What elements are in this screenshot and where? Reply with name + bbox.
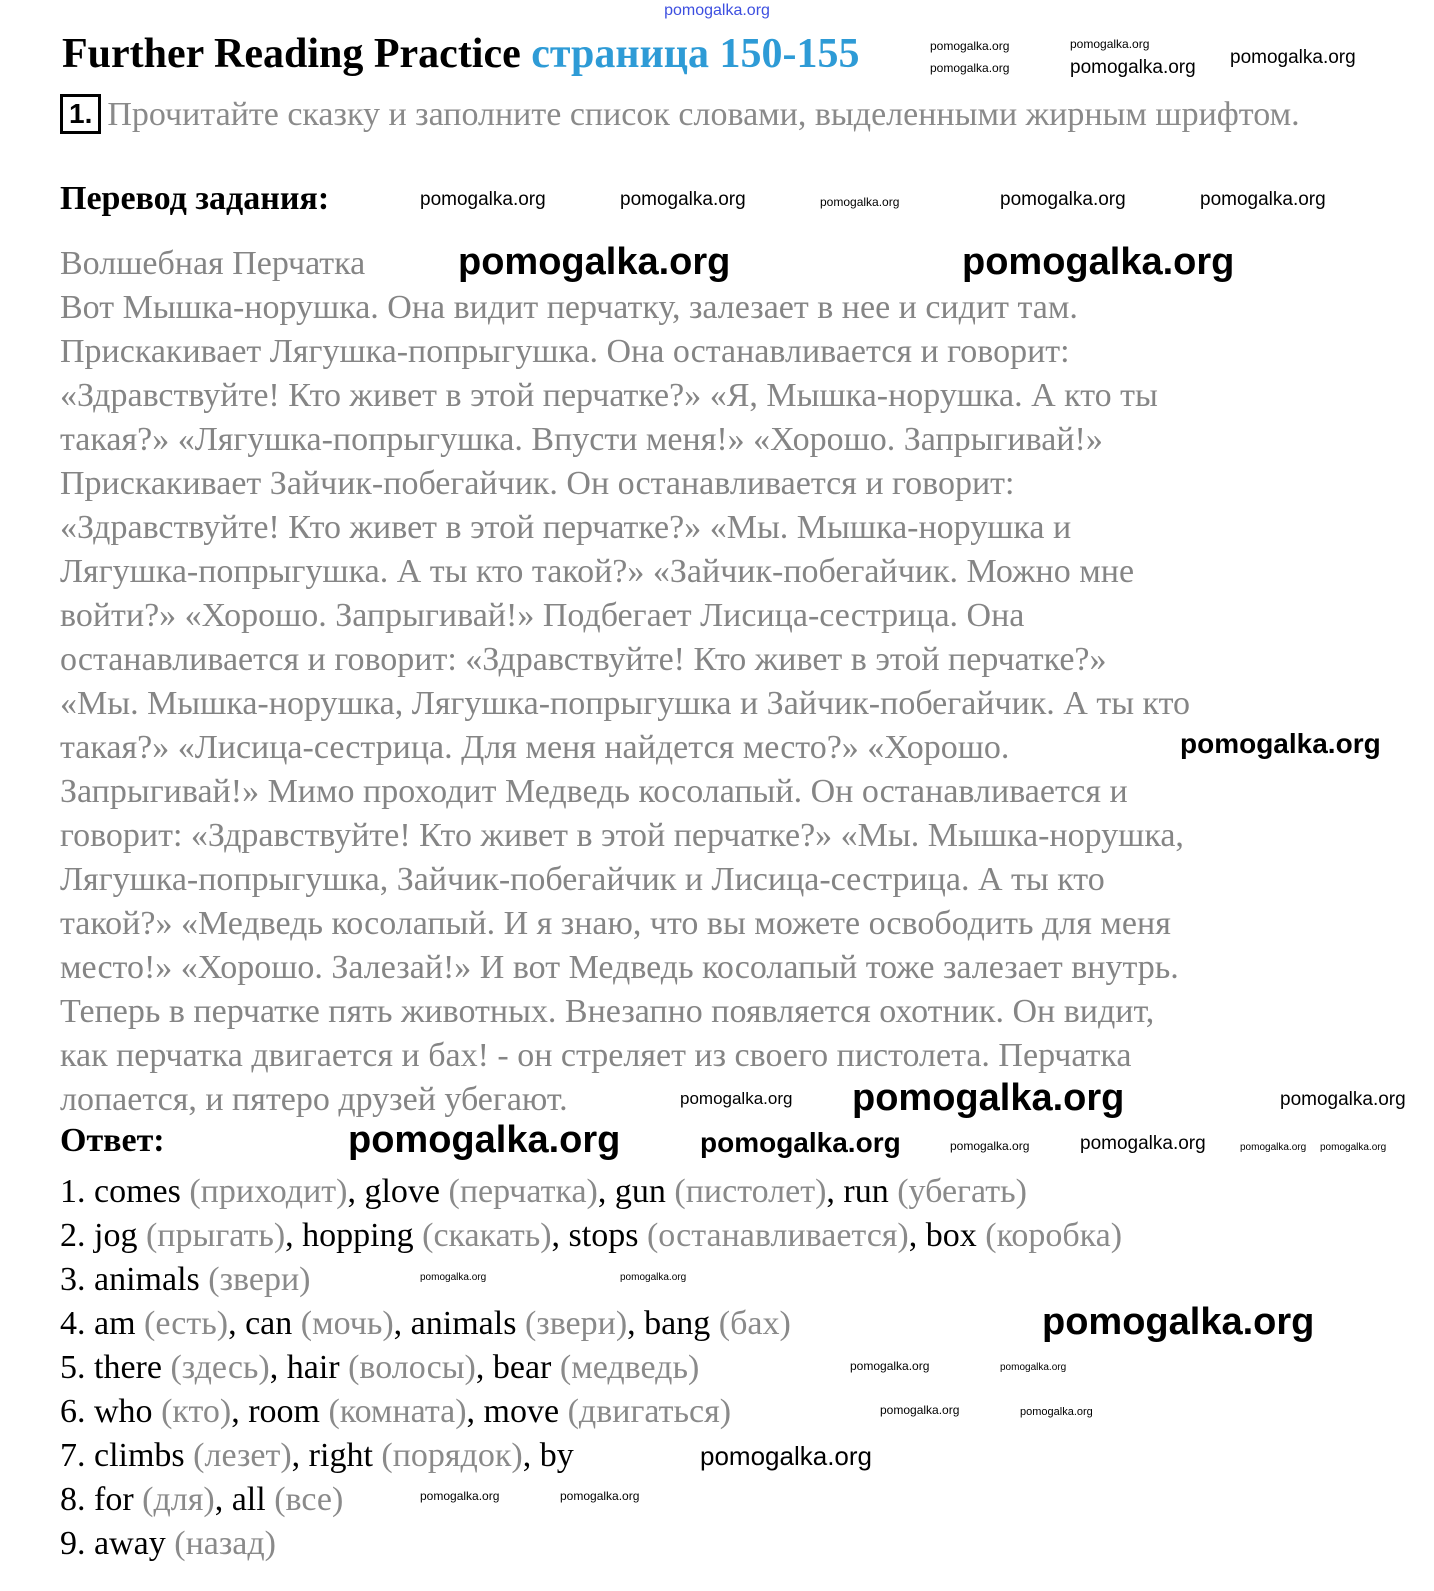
answer-translation: (звери) xyxy=(516,1305,628,1342)
answer-word: 5. there xyxy=(60,1349,162,1386)
answer-word: , can xyxy=(228,1305,293,1342)
watermark: pomogalka.org xyxy=(620,1272,687,1283)
watermark: pomogalka.org xyxy=(962,241,1235,283)
watermark: pomogalka.org xyxy=(1070,37,1150,51)
watermark: pomogalka.org xyxy=(1180,728,1381,759)
story-line: такая?» «Лисица-сестрица. Для меня найдется место?» «Хорошо. xyxy=(60,729,1010,766)
story-line: говорит: «Здравствуйте! Кто живет в этой перчатке?» «Мы. Мышка-норушка, xyxy=(60,817,1184,854)
story-line: Волшебная Перчатка xyxy=(60,245,366,282)
answer-translation: (приходит) xyxy=(180,1173,348,1210)
answer-list xyxy=(60,1170,1122,1566)
watermark: pomogalka.org xyxy=(664,2,770,19)
story-line: Лягушка-попрыгушка. А ты кто такой?» «Зайчик-побегайчик. Можно мне xyxy=(60,553,1135,590)
watermark: pomogalka.org xyxy=(1080,1133,1206,1154)
story-line: Теперь в перчатке пять животных. Внезапно появляется охотник. Он видит, xyxy=(60,993,1155,1030)
answer-word: , right xyxy=(291,1437,373,1474)
watermark: pomogalka.org xyxy=(700,1127,901,1158)
watermark: pomogalka.org xyxy=(700,1441,872,1471)
answer-translation: (лезет) xyxy=(184,1437,292,1474)
answer-item xyxy=(60,1478,343,1522)
story-line: «Мы. Мышка-норушка, Лягушка-попрыгушка и Зайчик-побегайчик. А ты кто xyxy=(60,685,1191,722)
story-text xyxy=(60,242,1190,1122)
story-line: «Здравствуйте! Кто живет в этой перчатке?» «Мы. Мышка-норушка и xyxy=(60,509,1072,546)
answer-word: , room xyxy=(231,1393,320,1430)
answer-item xyxy=(60,1346,699,1390)
answer-translation: (кто) xyxy=(152,1393,232,1430)
answer-word: , glove xyxy=(347,1173,441,1210)
answer-word: 6. who xyxy=(60,1393,153,1430)
answer-word: , hopping xyxy=(285,1217,414,1254)
watermark: pomogalka.org xyxy=(1230,47,1356,68)
story-line: как перчатка двигается и бах! - он стреляет из своего пистолета. Перчатка xyxy=(60,1037,1132,1074)
task-number: 1. xyxy=(60,94,101,134)
answer-translation: (скакать) xyxy=(413,1217,552,1254)
watermark: pomogalka.org xyxy=(1200,189,1326,210)
answer-translation: (все) xyxy=(265,1481,344,1518)
story-line: Прискакивает Зайчик-побегайчик. Он останавливается и говорит: xyxy=(60,465,1015,502)
answer-word: 3. animals xyxy=(60,1261,200,1298)
story-line: Вот Мышка-норушка. Она видит перчатку, залезает в нее и сидит там. xyxy=(60,289,1078,326)
task-instruction xyxy=(60,92,1360,138)
answer-translation: (бах) xyxy=(710,1305,791,1342)
answer-translation: (перчатка) xyxy=(440,1173,598,1210)
watermark: pomogalka.org xyxy=(420,1272,487,1283)
answer-translation: (прыгать) xyxy=(137,1217,286,1254)
answer-translation: (останавливается) xyxy=(638,1217,909,1254)
watermark: pomogalka.org xyxy=(880,1403,960,1417)
answer-translation: (пистолет) xyxy=(665,1173,827,1210)
answer-word: , gun xyxy=(597,1173,666,1210)
watermark: pomogalka.org xyxy=(1000,189,1126,210)
watermark: pomogalka.org xyxy=(1240,1142,1307,1153)
answer-word: , hair xyxy=(269,1349,340,1386)
task-text: Прочитайте сказку и заполните список словами, выделенными жирным шрифтом. xyxy=(107,96,1300,133)
watermark: pomogalka.org xyxy=(420,1489,500,1503)
answer-word: 9. away xyxy=(60,1525,166,1562)
answer-item xyxy=(60,1434,574,1478)
answer-word: 4. am xyxy=(60,1305,136,1342)
answer-translation: (мочь) xyxy=(292,1305,394,1342)
page-title xyxy=(62,30,860,78)
story-line: такой?» «Медведь косолапый. И я знаю, что вы можете освободить для меня xyxy=(60,905,1171,942)
watermark: pomogalka.org xyxy=(930,39,1010,53)
answer-item xyxy=(60,1258,310,1302)
answer-word: , all xyxy=(214,1481,266,1518)
watermark: pomogalka.org xyxy=(420,189,546,210)
watermark: pomogalka.org xyxy=(560,1489,640,1503)
answer-translation: (здесь) xyxy=(161,1349,270,1386)
translation-heading: Перевод задания: xyxy=(60,180,330,217)
answer-translation: (порядок) xyxy=(372,1437,523,1474)
answer-word: , bang xyxy=(627,1305,711,1342)
watermark: pomogalka.org xyxy=(1070,57,1196,78)
answer-translation: (коробка) xyxy=(976,1217,1123,1254)
watermark: pomogalka.org xyxy=(820,195,900,209)
answer-translation: (комната) xyxy=(319,1393,467,1430)
watermark: pomogalka.org xyxy=(1042,1301,1315,1343)
story-line: останавливается и говорит: «Здравствуйте! Кто живет в этой перчатке?» xyxy=(60,641,1107,678)
watermark: pomogalka.org xyxy=(1320,1142,1387,1153)
story-line: Запрыгивай!» Мимо проходит Медведь косолапый. Он останавливается и xyxy=(60,773,1128,810)
title-text: Further Reading Practice xyxy=(62,31,521,77)
watermark: pomogalka.org xyxy=(850,1359,930,1373)
answer-translation: (есть) xyxy=(135,1305,229,1342)
answer-word: , bear xyxy=(475,1349,552,1386)
answer-translation: (волосы) xyxy=(339,1349,476,1386)
watermark: pomogalka.org xyxy=(950,1139,1030,1153)
answer-translation: (убегать) xyxy=(888,1173,1027,1210)
answer-word: , stops xyxy=(551,1217,639,1254)
answer-item xyxy=(60,1170,1027,1214)
story-line: войти?» «Хорошо. Запрыгивай!» Подбегает Лисица-сестрица. Она xyxy=(60,597,1025,634)
answer-item xyxy=(60,1522,276,1566)
answer-heading: Ответ: xyxy=(60,1122,165,1159)
answer-word: , box xyxy=(908,1217,977,1254)
watermark: pomogalka.org xyxy=(1020,1406,1093,1418)
watermark: pomogalka.org xyxy=(852,1077,1125,1119)
answer-word: 1. comes xyxy=(60,1173,181,1210)
answer-word: , move xyxy=(466,1393,560,1430)
page-range: страница 150-155 xyxy=(531,31,860,77)
answer-word: , run xyxy=(826,1173,889,1210)
watermark: pomogalka.org xyxy=(1280,1089,1406,1110)
story-line: «Здравствуйте! Кто живет в этой перчатке?» «Я, Мышка-норушка. А кто ты xyxy=(60,377,1158,414)
answer-word: , animals xyxy=(393,1305,517,1342)
watermark: pomogalka.org xyxy=(680,1089,793,1108)
answer-word: 2. jog xyxy=(60,1217,138,1254)
answer-item xyxy=(60,1390,731,1434)
watermark: pomogalka.org xyxy=(348,1119,621,1161)
watermark: pomogalka.org xyxy=(620,189,746,210)
answer-translation: (звери) xyxy=(199,1261,311,1298)
answer-word: 8. for xyxy=(60,1481,134,1518)
answer-item xyxy=(60,1214,1122,1258)
watermark: pomogalka.org xyxy=(930,61,1010,75)
story-line: Прискакивает Лягушка-попрыгушка. Она останавливается и говорит: xyxy=(60,333,1070,370)
watermark: pomogalka.org xyxy=(458,241,731,283)
story-line: лопается, и пятеро друзей убегают. xyxy=(60,1081,568,1118)
answer-translation: (медведь) xyxy=(551,1349,700,1386)
watermark: pomogalka.org xyxy=(1000,1362,1067,1373)
answer-word: , by xyxy=(522,1437,574,1474)
answer-translation: (для) xyxy=(133,1481,215,1518)
answer-item xyxy=(60,1302,791,1346)
answer-translation: (назад) xyxy=(165,1525,277,1562)
answer-translation: (двигаться) xyxy=(559,1393,732,1430)
story-line: такая?» «Лягушка-попрыгушка. Впусти меня!» «Хорошо. Запрыгивай!» xyxy=(60,421,1103,458)
answer-word: 7. climbs xyxy=(60,1437,185,1474)
story-line: место!» «Хорошо. Залезай!» И вот Медведь косолапый тоже залезает внутрь. xyxy=(60,949,1179,986)
story-line: Лягушка-попрыгушка, Зайчик-побегайчик и Лисица-сестрица. А ты кто xyxy=(60,861,1105,898)
